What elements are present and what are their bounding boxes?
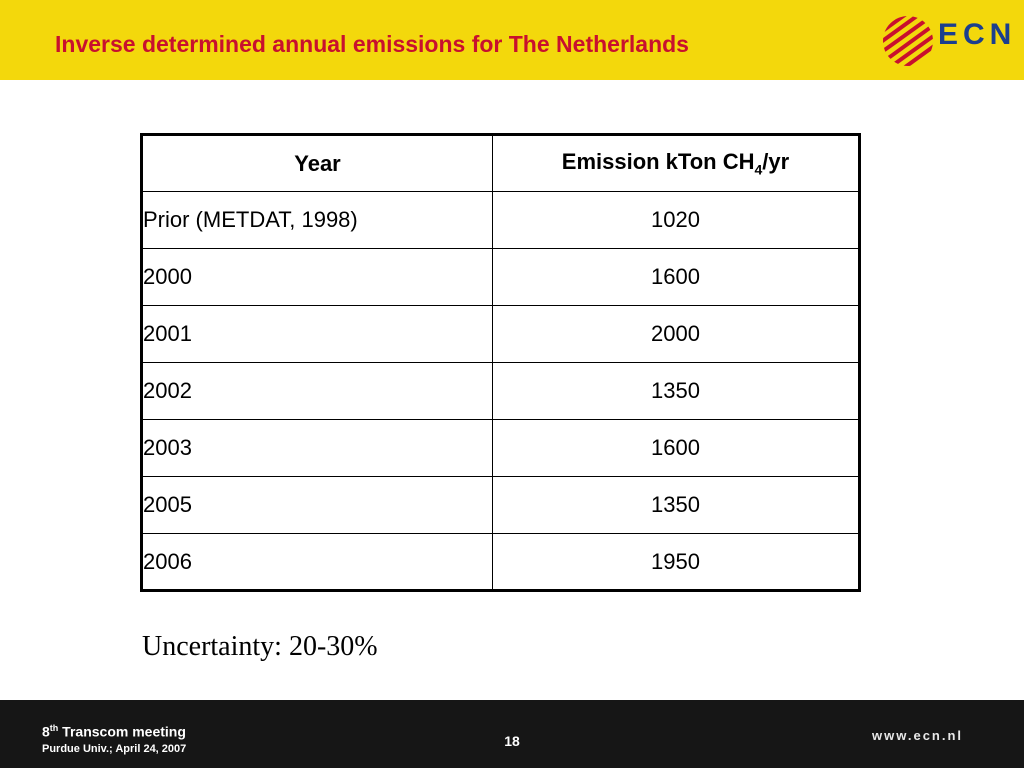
emissions-table xyxy=(140,133,861,592)
ecn-logo xyxy=(880,10,1020,72)
table-row xyxy=(142,534,860,591)
page-number: 18 xyxy=(504,733,520,749)
table-row xyxy=(142,420,860,477)
footer-url: www.ecn.nl xyxy=(872,728,964,743)
table-row xyxy=(142,192,860,249)
emission-cell: 2000 xyxy=(493,306,860,363)
column-header-emission xyxy=(493,135,860,192)
table-row xyxy=(142,477,860,534)
emission-header-subscript: 4 xyxy=(754,161,763,178)
year-cell: 2006 xyxy=(142,534,493,591)
ecn-globe-icon xyxy=(880,10,936,72)
emission-cell: 1600 xyxy=(493,420,860,477)
year-cell: 2000 xyxy=(142,249,493,306)
logo-text: ECN xyxy=(938,18,1017,51)
footer-meeting-title xyxy=(42,723,186,740)
slide-header xyxy=(0,0,1024,80)
year-cell: 2002 xyxy=(142,363,493,420)
footer-location: Purdue Univ.; April 24, 2007 xyxy=(42,743,187,755)
year-cell: 2001 xyxy=(142,306,493,363)
emission-cell: 1350 xyxy=(493,477,860,534)
column-header-year: Year xyxy=(142,135,493,192)
year-cell: Prior (METDAT, 1998) xyxy=(142,192,493,249)
table-row xyxy=(142,306,860,363)
table-row xyxy=(142,249,860,306)
meeting-name: Transcom meeting xyxy=(58,723,186,740)
table-header-row xyxy=(142,135,860,192)
table-row xyxy=(142,363,860,420)
meeting-number: 8 xyxy=(42,723,50,740)
emission-header-suffix: /yr xyxy=(762,149,790,175)
emission-cell: 1350 xyxy=(493,363,860,420)
meeting-number-suffix: th xyxy=(49,723,59,733)
emission-cell: 1600 xyxy=(493,249,860,306)
year-cell: 2005 xyxy=(142,477,493,534)
uncertainty-note: Uncertainty: 20-30% xyxy=(142,631,378,662)
emission-header-prefix: Emission kTon CH xyxy=(561,149,755,175)
slide-footer xyxy=(0,700,1024,768)
year-cell: 2003 xyxy=(142,420,493,477)
emission-cell: 1950 xyxy=(493,534,860,591)
emission-cell: 1020 xyxy=(493,192,860,249)
slide-title: Inverse determined annual emissions for The Netherlands xyxy=(55,31,689,57)
